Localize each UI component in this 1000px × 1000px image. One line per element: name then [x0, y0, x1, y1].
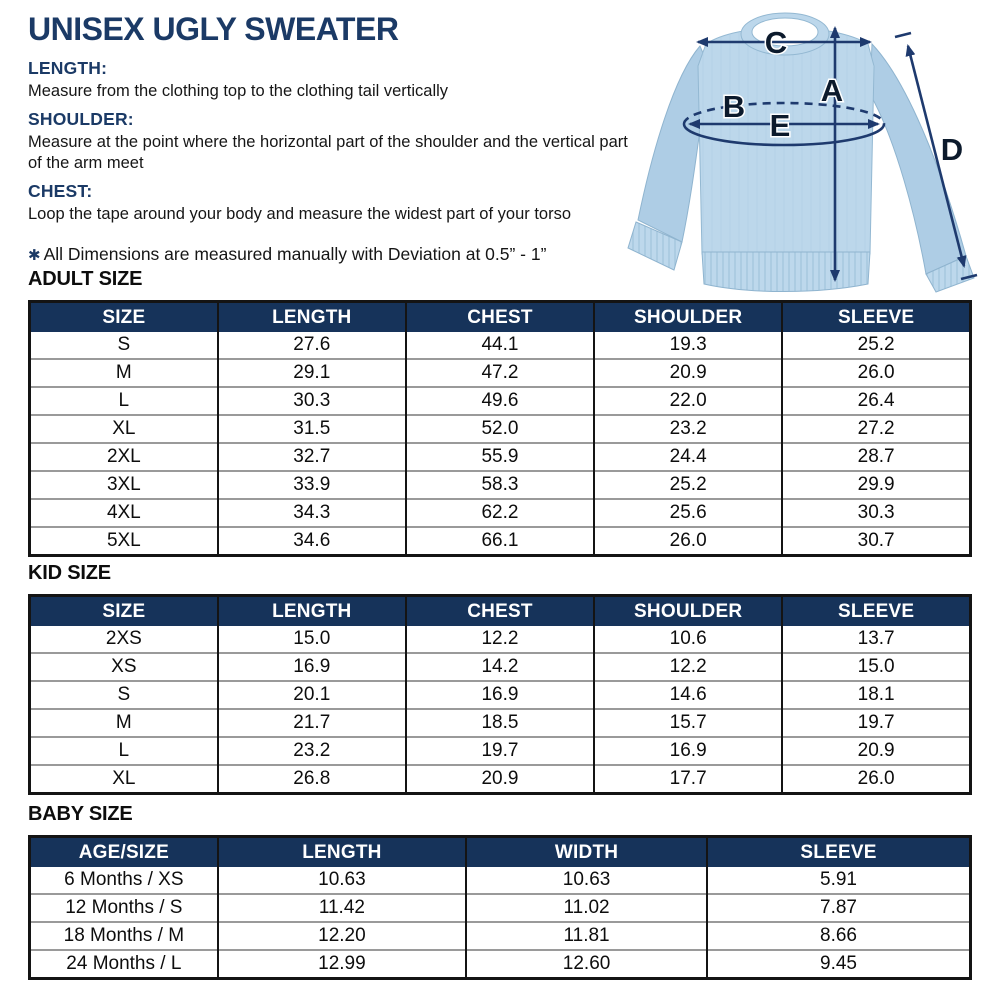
measurement-value: 25.6 [594, 499, 782, 527]
measurement-value: 28.7 [782, 443, 970, 471]
measurement-value: 26.8 [218, 765, 406, 794]
size-label: XL [30, 765, 218, 794]
chest-heading: CHEST: [28, 181, 93, 201]
size-label: XS [30, 653, 218, 681]
size-label: 2XL [30, 443, 218, 471]
size-label: XL [30, 415, 218, 443]
measurement-value: 25.2 [594, 471, 782, 499]
adult-size-title: ADULT SIZE [28, 268, 143, 290]
column-header-age-size: AGE/SIZE [30, 837, 218, 868]
size-label: 6 Months / XS [30, 867, 218, 894]
page-title: UNISEX UGLY SWEATER [28, 11, 399, 47]
column-header-sleeve: SLEEVE [707, 837, 971, 868]
length-description: Measure from the clothing top to the clothing tail vertically [28, 82, 449, 100]
measurement-value: 12.60 [466, 950, 707, 979]
header-row [30, 596, 971, 627]
label-chest-b: B [722, 89, 746, 124]
column-header-sleeve: SLEEVE [782, 596, 970, 627]
shoulder-description: Measure at the point where the horizontal part of the shoulder and the vertical part of the arm meet [28, 133, 628, 172]
column-header-shoulder: SHOULDER [594, 302, 782, 333]
measurement-value: 12.99 [218, 950, 466, 979]
measurement-value: 21.7 [218, 709, 406, 737]
column-header-length: LENGTH [218, 837, 466, 868]
size-label: L [30, 387, 218, 415]
kid-size-section [28, 562, 972, 795]
measurement-value: 26.4 [782, 387, 970, 415]
column-header-length: LENGTH [218, 302, 406, 333]
measurement-value: 19.3 [594, 332, 782, 359]
column-header-shoulder: SHOULDER [594, 596, 782, 627]
left-sleeve [638, 46, 706, 242]
label-width-e: E [769, 108, 791, 143]
column-header-sleeve: SLEEVE [782, 302, 970, 333]
column-header-size: SIZE [30, 596, 218, 627]
measurement-value: 26.0 [594, 527, 782, 556]
measurement-value: 29.1 [218, 359, 406, 387]
size-label: 12 Months / S [30, 894, 218, 922]
measurement-value: 11.42 [218, 894, 466, 922]
shoulder-heading: SHOULDER: [28, 109, 134, 129]
measurement-value: 10.6 [594, 626, 782, 653]
measurement-value: 24.4 [594, 443, 782, 471]
size-row-l [30, 737, 971, 765]
measurement-value: 20.9 [594, 359, 782, 387]
size-label: L [30, 737, 218, 765]
size-row-2xl [30, 443, 971, 471]
size-row-l [30, 387, 971, 415]
measurement-value: 58.3 [406, 471, 594, 499]
measurement-value: 18.1 [782, 681, 970, 709]
size-label: S [30, 681, 218, 709]
size-label: 2XS [30, 626, 218, 653]
header-row [30, 837, 971, 868]
measurement-value: 17.7 [594, 765, 782, 794]
measurement-value: 52.0 [406, 415, 594, 443]
size-row-s [30, 681, 971, 709]
measurement-value: 26.0 [782, 359, 970, 387]
measurement-value: 23.2 [218, 737, 406, 765]
adult-size-section [28, 268, 972, 557]
deviation-note [28, 244, 628, 265]
measurement-value: 10.63 [218, 867, 466, 894]
measurement-value: 62.2 [406, 499, 594, 527]
measurement-value: 14.2 [406, 653, 594, 681]
column-header-size: SIZE [30, 302, 218, 333]
measurement-value: 16.9 [594, 737, 782, 765]
size-row-5xl [30, 527, 971, 556]
measurement-value: 32.7 [218, 443, 406, 471]
measurement-value: 19.7 [406, 737, 594, 765]
length-heading: LENGTH: [28, 58, 108, 78]
measurement-value: 30.7 [782, 527, 970, 556]
note-text: All Dimensions are measured manually with Deviation at 0.5” - 1” [43, 244, 547, 264]
measurement-value: 15.0 [218, 626, 406, 653]
measurement-value: 11.81 [466, 922, 707, 950]
measurement-value: 15.7 [594, 709, 782, 737]
label-sleeve-d: D [940, 132, 964, 167]
measurement-value: 66.1 [406, 527, 594, 556]
measurement-value: 55.9 [406, 443, 594, 471]
measurement-value: 9.45 [707, 950, 971, 979]
measurement-value: 27.6 [218, 332, 406, 359]
size-row-xs [30, 653, 971, 681]
size-row-18-months-m [30, 922, 971, 950]
measurement-value: 34.6 [218, 527, 406, 556]
baby-size-title: BABY SIZE [28, 803, 133, 825]
column-header-chest: CHEST [406, 302, 594, 333]
size-row-xl [30, 415, 971, 443]
kid-size-table [28, 594, 972, 795]
measurement-value: 12.2 [594, 653, 782, 681]
measurement-value: 30.3 [782, 499, 970, 527]
size-row-24-months-l [30, 950, 971, 979]
measurement-value: 22.0 [594, 387, 782, 415]
size-label: 3XL [30, 471, 218, 499]
size-row-3xl [30, 471, 971, 499]
size-row-12-months-s [30, 894, 971, 922]
adult-size-table [28, 300, 972, 557]
measurement-value: 18.5 [406, 709, 594, 737]
measurement-value: 25.2 [782, 332, 970, 359]
column-header-chest: CHEST [406, 596, 594, 627]
measurement-value: 19.7 [782, 709, 970, 737]
measurement-value: 30.3 [218, 387, 406, 415]
size-label: 24 Months / L [30, 950, 218, 979]
measurement-value: 16.9 [218, 653, 406, 681]
baby-size-table [28, 835, 972, 980]
measurement-value: 12.20 [218, 922, 466, 950]
measurement-value: 20.9 [406, 765, 594, 794]
size-row-m [30, 359, 971, 387]
measurement-value: 20.1 [218, 681, 406, 709]
measurement-value: 34.3 [218, 499, 406, 527]
size-row-2xs [30, 626, 971, 653]
size-row-4xl [30, 499, 971, 527]
size-label: S [30, 332, 218, 359]
size-row-s [30, 332, 971, 359]
measurement-value: 12.2 [406, 626, 594, 653]
measurement-value: 33.9 [218, 471, 406, 499]
header-row [30, 302, 971, 333]
label-length-a: A [820, 73, 844, 108]
sleeve-tick-top [895, 33, 911, 37]
size-label: 18 Months / M [30, 922, 218, 950]
measurement-value: 15.0 [782, 653, 970, 681]
asterisk-icon: ✱ [28, 247, 41, 264]
size-row-6-months-xs [30, 867, 971, 894]
sweater-diagram [618, 2, 1000, 298]
size-label: 5XL [30, 527, 218, 556]
size-label: 4XL [30, 499, 218, 527]
measurement-value: 47.2 [406, 359, 594, 387]
kid-size-title: KID SIZE [28, 562, 111, 584]
measurement-value: 16.9 [406, 681, 594, 709]
measurement-value: 27.2 [782, 415, 970, 443]
column-header-width: WIDTH [466, 837, 707, 868]
size-label: M [30, 359, 218, 387]
measurement-value: 10.63 [466, 867, 707, 894]
measurement-value: 5.91 [707, 867, 971, 894]
label-shoulder-c: C [764, 25, 788, 60]
size-row-xl [30, 765, 971, 794]
measurement-value: 11.02 [466, 894, 707, 922]
measurement-value: 14.6 [594, 681, 782, 709]
measurement-value: 49.6 [406, 387, 594, 415]
measurement-value: 26.0 [782, 765, 970, 794]
measurement-value: 44.1 [406, 332, 594, 359]
column-header-length: LENGTH [218, 596, 406, 627]
intro-block [28, 12, 628, 265]
measurement-value: 13.7 [782, 626, 970, 653]
measurement-value: 20.9 [782, 737, 970, 765]
size-row-m [30, 709, 971, 737]
measurement-value: 29.9 [782, 471, 970, 499]
sweater-illustration [618, 2, 1000, 298]
baby-size-section [28, 803, 972, 980]
measurement-value: 31.5 [218, 415, 406, 443]
chest-description: Loop the tape around your body and measure the widest part of your torso [28, 205, 572, 223]
measurement-value: 23.2 [594, 415, 782, 443]
size-label: M [30, 709, 218, 737]
measurement-value: 7.87 [707, 894, 971, 922]
measurement-value: 8.66 [707, 922, 971, 950]
